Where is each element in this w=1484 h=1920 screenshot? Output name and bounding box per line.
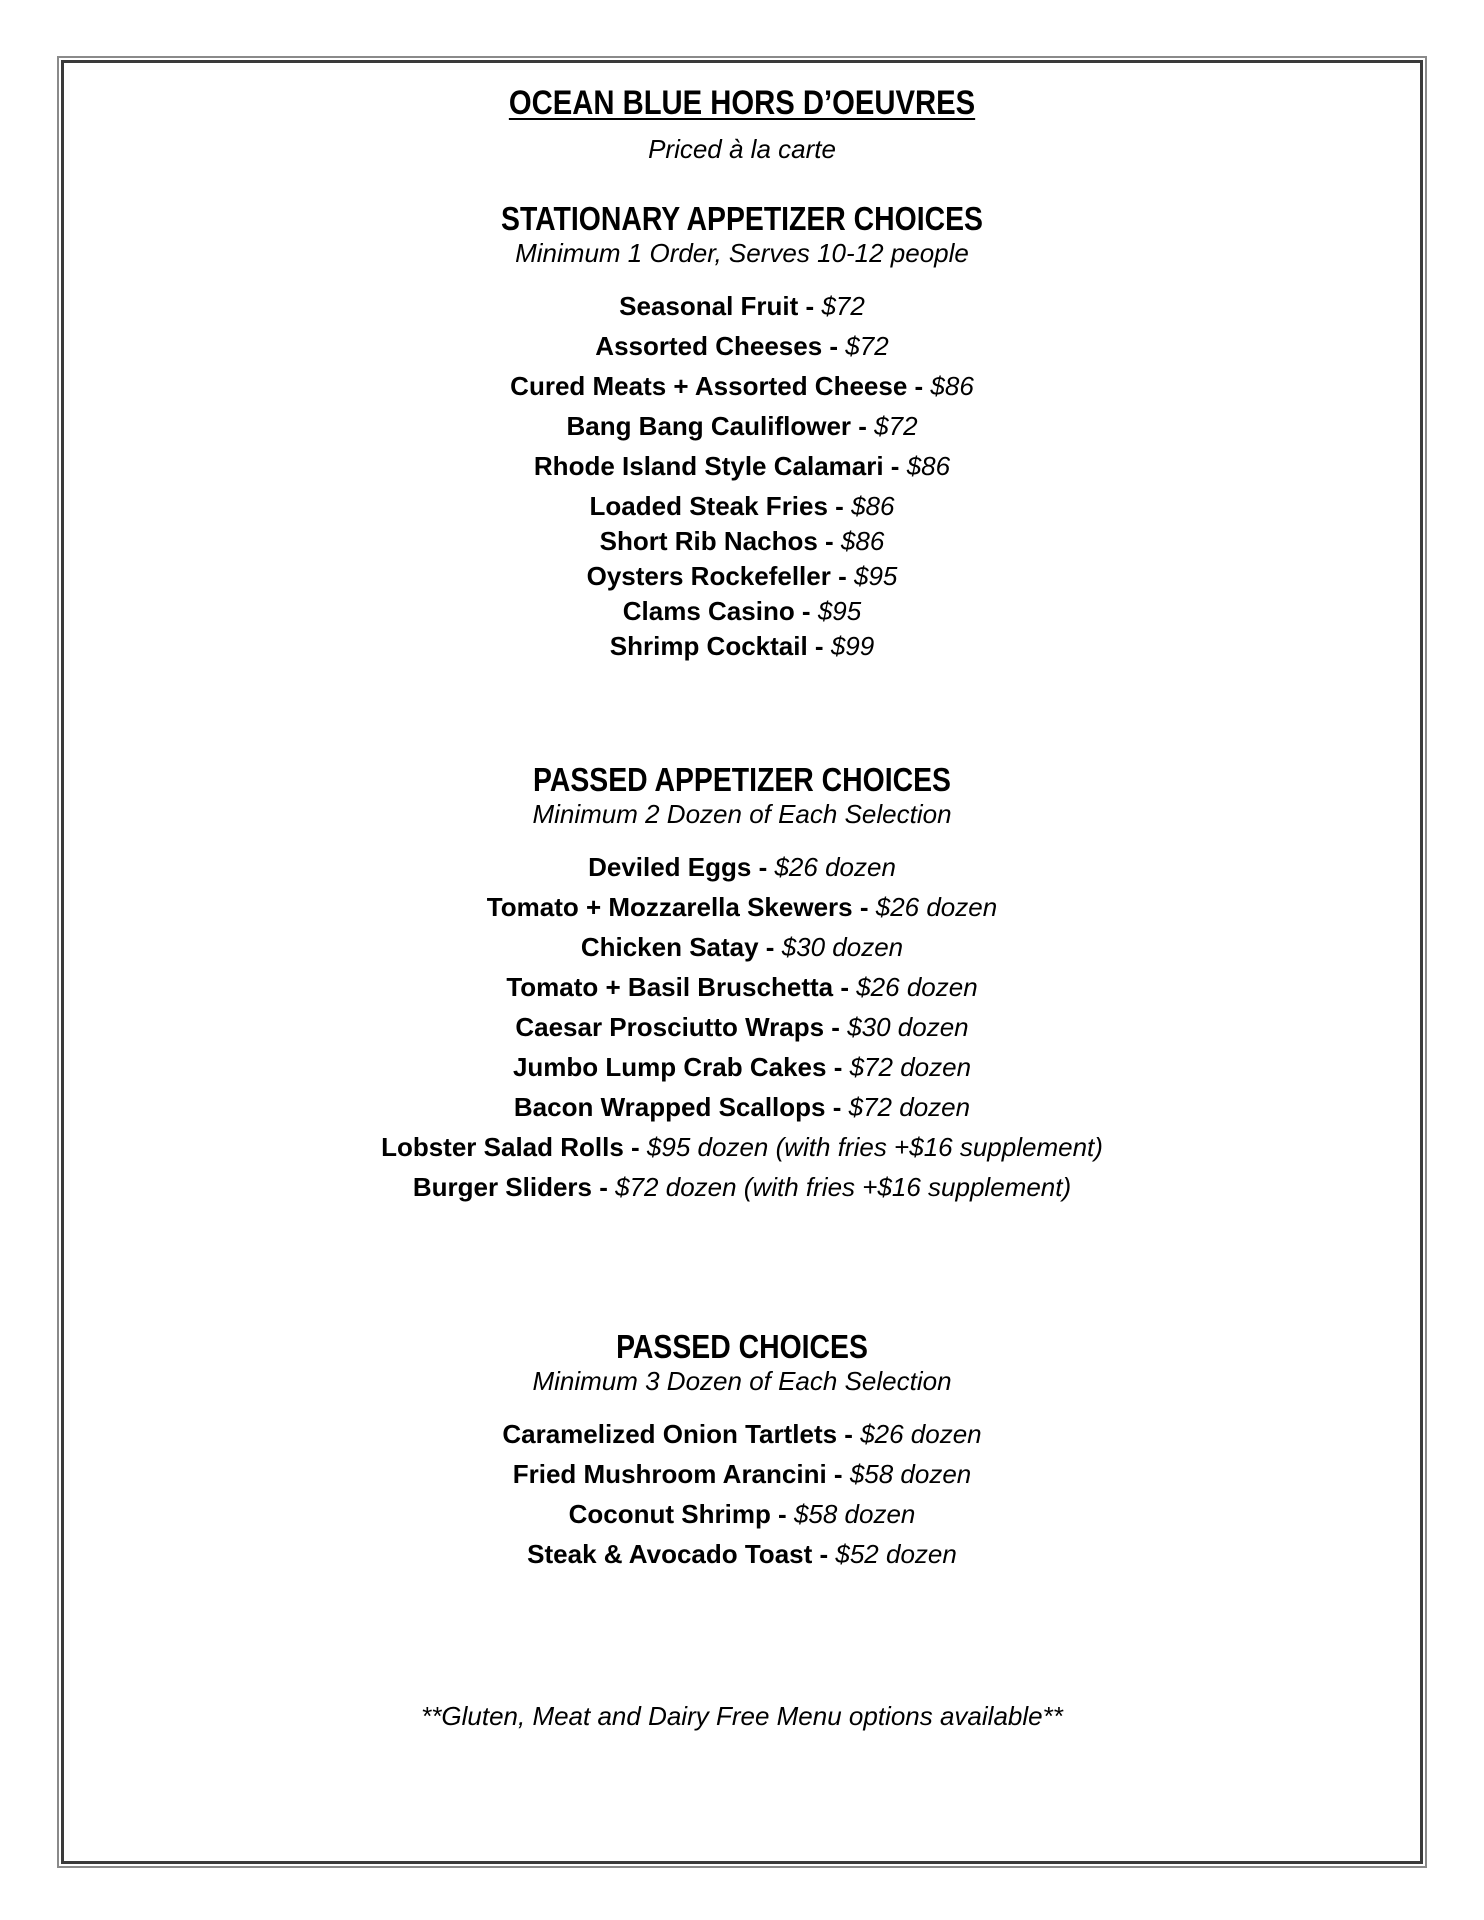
item-price: $95 <box>817 596 862 626</box>
menu-item <box>64 453 1420 479</box>
section-subtitle: Minimum 1 Order, Serves 10-12 people <box>515 238 969 268</box>
item-name: Oysters Rockefeller - <box>586 561 847 591</box>
menu-item <box>64 1054 1420 1080</box>
menu-item <box>64 333 1420 359</box>
item-price: $95 <box>853 561 898 591</box>
item-price: $72 <box>821 291 865 321</box>
item-price: $58 dozen <box>793 1499 916 1529</box>
item-name: Fried Mushroom Arancini - <box>512 1459 843 1489</box>
section-passed-appetizers <box>64 763 1420 1200</box>
menu-item <box>64 1541 1420 1567</box>
item-list <box>64 293 1420 659</box>
item-price: $26 dozen <box>875 892 998 922</box>
item-price: $86 <box>930 371 974 401</box>
menu-item <box>64 1501 1420 1527</box>
item-name: Jumbo Lump Crab Cakes - <box>512 1052 843 1082</box>
section-passed-choices <box>64 1330 1420 1567</box>
menu-item <box>64 1014 1420 1040</box>
item-price: $86 <box>906 451 951 481</box>
item-price: $99 <box>830 631 875 661</box>
item-name: Caramelized Onion Tartlets - <box>502 1419 853 1449</box>
item-price: $30 dozen <box>781 932 904 962</box>
menu-item <box>64 493 1420 519</box>
item-name: Lobster Salad Rolls - <box>381 1132 640 1162</box>
item-price: $86 <box>840 526 885 556</box>
section-title: PASSED CHOICES <box>616 1328 868 1365</box>
menu-item <box>64 528 1420 554</box>
menu-subtitle: Priced à la carte <box>648 134 836 164</box>
item-price: $52 dozen <box>835 1539 957 1569</box>
item-name: Short Rib Nachos - <box>599 526 834 556</box>
item-name: Tomato + Basil Bruschetta - <box>506 972 849 1002</box>
item-name: Chicken Satay - <box>580 932 775 962</box>
item-list <box>64 854 1420 1200</box>
item-price: $26 dozen <box>774 852 896 882</box>
section-stationary <box>64 202 1420 659</box>
menu-item <box>64 598 1420 624</box>
item-name: Cured Meats + Assorted Cheese - <box>510 371 924 401</box>
dietary-note: **Gluten, Meat and Dairy Free Menu options available** <box>421 1701 1063 1731</box>
menu-item <box>64 1461 1420 1487</box>
item-name: Deviled Eggs - <box>588 852 768 882</box>
item-price: $30 dozen <box>847 1012 969 1042</box>
menu-item <box>64 934 1420 960</box>
menu-item <box>64 413 1420 439</box>
item-name: Burger Sliders - <box>412 1172 608 1202</box>
item-price: $72 dozen (with fries +$16 supplement) <box>615 1172 1072 1202</box>
menu-title: OCEAN BLUE HORS D’OEUVRES <box>508 84 976 122</box>
menu-item <box>64 1421 1420 1447</box>
item-price: $86 <box>851 491 895 521</box>
menu-item <box>64 373 1420 399</box>
menu-item <box>64 633 1420 659</box>
item-price: $72 <box>845 331 889 361</box>
item-name: Caesar Prosciutto Wraps - <box>515 1012 840 1042</box>
item-name: Seasonal Fruit - <box>619 291 815 321</box>
item-name: Coconut Shrimp - <box>568 1499 787 1529</box>
menu-item <box>64 894 1420 920</box>
item-price: $58 dozen <box>849 1459 972 1489</box>
section-subtitle: Minimum 3 Dozen of Each Selection <box>532 1366 952 1396</box>
section-title: PASSED APPETIZER CHOICES <box>533 761 951 798</box>
item-name: Clams Casino - <box>622 596 811 626</box>
menu-item <box>64 854 1420 880</box>
item-name: Bang Bang Cauliflower - <box>566 411 867 441</box>
item-list <box>64 1421 1420 1567</box>
menu-item <box>64 1094 1420 1120</box>
item-price: $72 dozen <box>848 1092 971 1122</box>
item-name: Bacon Wrapped Scallops - <box>513 1092 842 1122</box>
item-price: $26 dozen <box>856 972 978 1002</box>
item-name: Assorted Cheeses - <box>595 331 839 361</box>
menu-item <box>64 1134 1420 1160</box>
item-price: $72 dozen <box>849 1052 972 1082</box>
menu-item <box>64 1174 1420 1200</box>
menu-item <box>64 563 1420 589</box>
menu-content <box>64 64 1420 1729</box>
menu-item <box>64 293 1420 319</box>
section-subtitle: Minimum 2 Dozen of Each Selection <box>532 799 952 829</box>
item-price: $26 dozen <box>860 1419 982 1449</box>
item-name: Rhode Island Style Calamari - <box>533 451 900 481</box>
item-price: $95 dozen (with fries +$16 supplement) <box>646 1132 1103 1162</box>
menu-item <box>64 974 1420 1000</box>
section-title: STATIONARY APPETIZER CHOICES <box>501 200 983 237</box>
item-name: Steak & Avocado Toast - <box>527 1539 829 1569</box>
item-name: Tomato + Mozzarella Skewers - <box>486 892 869 922</box>
item-price: $72 <box>874 411 918 441</box>
item-name: Shrimp Cocktail - <box>609 631 824 661</box>
item-name: Loaded Steak Fries - <box>589 491 844 521</box>
